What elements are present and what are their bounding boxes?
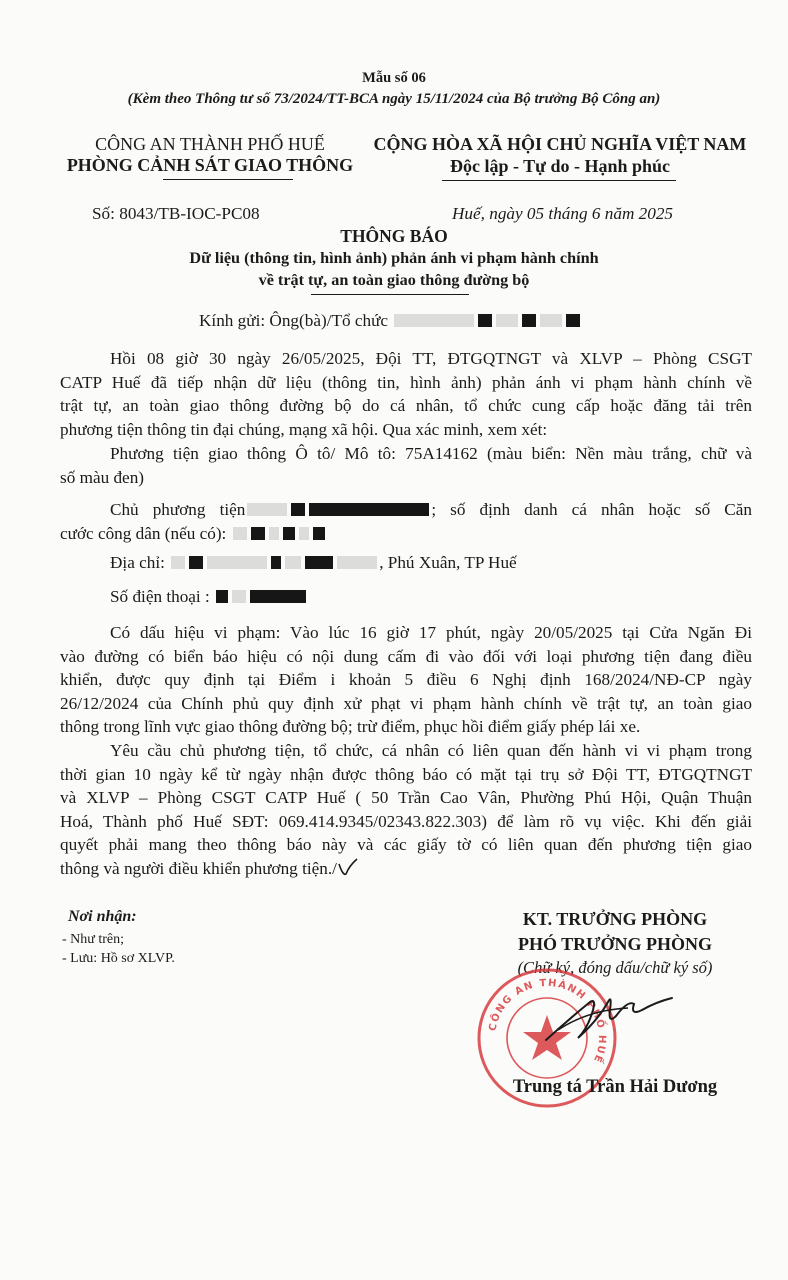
phone-label: Số điện thoại :: [110, 587, 210, 606]
recipient-redacted: [392, 311, 582, 330]
national-line2: Độc lập - Tự do - Hạnh phúc: [449, 156, 671, 176]
address-label: Địa chỉ:: [110, 553, 165, 572]
recipients-item-2: - Lưu: Hồ sơ XLVP.: [62, 951, 175, 966]
doc-subtitle-1: Dữ liệu (thông tin, hình ảnh) phản ánh vi phạm hành chính: [189, 249, 599, 267]
issuer-line1: CÔNG AN THÀNH PHỐ HUẾ: [95, 134, 325, 154]
recipient-label: Kính gửi: Ông(bà)/Tổ chức: [199, 311, 389, 330]
signature-title-2: PHÓ TRƯỞNG PHÒNG: [517, 934, 712, 954]
id-label: cước công dân (nếu có):: [60, 523, 227, 543]
paragraph-owner: Chủ phương tiện ; số định danh cá nhân hoặc số Căn cước công dân (nếu có):: [60, 500, 752, 543]
doc-number: Số: 8043/TB-IOC-PC08: [92, 204, 260, 223]
recipients-heading: Nơi nhận:: [68, 908, 137, 925]
national-line1: CỘNG HÒA XÃ HỘI CHỦ NGHĨA VIỆT NAM: [373, 134, 747, 154]
address-line: [110, 553, 517, 573]
form-reference: (Kèm theo Thông tư số 73/2024/TT-BCA ngày 15/11/2024 của Bộ trưởng Bộ Công an): [127, 91, 661, 107]
signature-title-1: KT. TRƯỞNG PHÒNG: [522, 909, 708, 929]
paragraph-received: Hồi 08 giờ 30 ngày 26/05/2025, Đội TT, ĐTGQTNGT và XLVP – Phòng CSGT CATP Huế đã tiếp nhận dữ liệu (thông tin, hình ảnh) phản ánh vi phạm hành chính về trật tự, an toàn giao thông đường bộ do cá nhân, tổ chức cung cấp hoặc đăng tải trên phương tiện thông tin đại chúng, mạng xã hội. Qua xác minh, xem xét:: [60, 349, 752, 439]
national-underline: [442, 180, 676, 181]
initial-mark-icon: [337, 858, 359, 878]
paragraph-vehicle: Phương tiện giao thông Ô tô/ Mô tô: 75A14162 (màu biển: Nền màu trắng, chữ và số màu đen): [60, 444, 752, 487]
paragraph-request: Yêu cầu chủ phương tiện, tổ chức, cá nhân có liên quan đến hành vi vi phạm trong thời gian 10 ngày kể từ ngày nhận được thông báo có mặt tại trụ sở Đội TT, ĐTGQTNGT và XLVP – Phòng CSGT CATP Huế ( 50 Trần Cao Vân, Phường Phú Hội, Quận Thuận Hoá, Thành phố Huế SĐT: 069.414.9345/02343.822.303) để làm rõ vụ việc. Khi đến giải quyết phải mang theo thông báo này và các giấy tờ có liên quan đến phương tiện giao thông và người điều khiển phương tiện./: [60, 741, 752, 878]
address-visible: , Phú Xuân, TP Huế: [379, 553, 517, 572]
address-redacted: [169, 553, 379, 572]
phone-redacted: [214, 587, 308, 606]
title-underline: [311, 294, 469, 295]
form-number: Mẫu số 06: [362, 70, 426, 86]
issuer-underline: [163, 179, 293, 180]
svg-text:CÔNG AN THÀNH PHỐ HUẾ: CÔNG AN THÀNH PHỐ HUẾ: [487, 977, 608, 1065]
issuer-line2: PHÒNG CẢNH SÁT GIAO THÔNG: [66, 155, 354, 175]
doc-subtitle-2: về trật tự, an toàn giao thông đường bộ: [258, 271, 530, 289]
signer-name: Trung tá Trần Hải Dương: [512, 1077, 718, 1097]
doc-title: THÔNG BÁO: [340, 226, 448, 246]
handwritten-signature-icon: [538, 980, 678, 1055]
paragraph-violation: Có dấu hiệu vi phạm: Vào lúc 16 giờ 17 phút, ngày 20/05/2025 tại Cửa Ngăn Đi vào đường có biển báo hiệu có nội dung cấm đi vào đối với loại phương tiện đang điều khiển, được quy định tại Điểm i khoản 5 điều 6 Nghị định 168/2024/NĐ-CP ngày 26/12/2024 của Chính phủ quy định xử phạt vi phạm hành chính về trật tự, an toàn giao thông trong lĩnh vực giao thông đường bộ; trừ điểm, phục hồi điểm giấy phép lái xe.: [60, 623, 752, 737]
place-date: Huế, ngày 05 tháng 6 năm 2025: [452, 204, 674, 223]
phone-line: [110, 587, 308, 607]
recipient-line: [199, 311, 582, 331]
recipients-item-1: - Như trên;: [62, 932, 125, 947]
signature-note: (Chữ ký, đóng dấu/chữ ký số): [517, 958, 713, 977]
owner-redacted: [245, 500, 431, 519]
owner-label: Chủ phương tiện: [110, 500, 246, 519]
id-redacted: [231, 524, 327, 543]
